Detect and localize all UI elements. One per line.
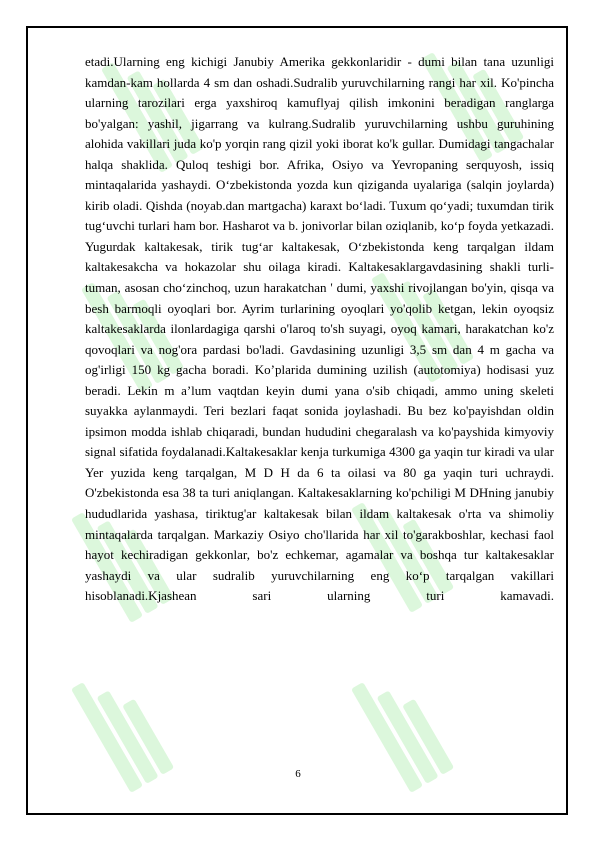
body-paragraph: etadi.Ularning eng kichigi Janubiy Amerika gekkonlaridir - dumi bilan tana uzunligi kamdan-kam hollarda 4 sm dan oshadi.Sudralib yuruvchilarning rangi har xil. Ko'pincha ularning tarozilari erga yaxshiroq kamuflyaj qilish imkonini beradigan ranglarga bo'yalgan: yashil, jigarrang va kulrang.Sudralib yuruvchilarning ushbu guruhining alohida vakillari juda ko'p yorqin rang qizil yoki iborat ko'k gullar. Dumidagi tangachalar halqa shaklida. Quloq teshigi bor. Afrika, Osiyo va Yevropaning serquyosh, issiq mintaqalarida yashaydi. O‘zbekistonda yozda kun qiziganda uyalariga (salqin joylarda) kirib oladi. Qishda (noyab.dan martgacha) karaxt bo‘ladi. Tuxum qo‘yadi; tuxumdan tirik tug‘uvchi turlari ham bor. Hasharot va b. jonivorlar bilan oziqlanib, ko‘p foyda yetkazadi. Yugurdak kaltakesak, tirik tug‘ar kaltakesak, O‘zbekistonda keng tarqalgan ildam kaltakesakcha va hokazolar shu oilaga kiradi. Kaltakesaklargavdasining shakli turli-tuman, asosan cho‘zinchoq, uzun harakatchan ' dumi, yaxshi rivojlangan bo'yin, qisqa va besh barmoqli oyoqlari bor. Ayrim turlarining oyoqlari yo'qolib ketgan, lekin oyoqsiz kaltakesaklarda ilonlardagiga qarshi o'laroq to'sh suyagi, oyoq kamari, harakatchan ko'z qovoqlari va nog'ora pardasi bo'ladi. Gavdasining uzunligi 3,5 sm dan 4 m gacha va og'irligi 150 kg gacha boradi. Ko’plarida dumining uzilish (autotomiya) hodisasi yuz beradi. Lekin m a’lum vaqtdan keyin dumi yana o'sib chiqadi, ammo uning skeleti suyakka aylanmaydi. Teri bezlari faqat sonida joylashadi. Bu bez ko'payishdan oldin ipsimon modda ishlab chiqaradi, bundan hududini chegaralash va ko'payshida kimyoviy signal sifatida foydalanadi.Kaltakesaklar kenja turkumiga 4300 ga yaqin tur kiradi va ular Yer yuzida keng tarqalgan, M D H da 6 ta oilasi va 80 ga yaqin turi uchraydi. O'zbekistonda esa 38 ta turi aniqlangan. Kaltakesaklarning ko'pchiligi M DHning janubiy hududlarida yashasa, tiriktug'ar kaltakesak bilan ildam kaltakesak o'rta va shimoliy mintaqalarda tarqalgan. Markaziy Osiyo cho'llarida har xil to'garakboshlar, kechasi faol hayot kechiradigan gekkonlar, bo'z echkemar, agamalar va boshqa tur kaltakesaklar yashaydi va ular sudralib yuruvchilarning eng ko‘p tarqalgan vakillari hisoblanadi.Kjashean sari ularning turi kamavadi. xyxy=(85,54,554,604)
body-text-block xyxy=(85,52,554,607)
page-number: 6 xyxy=(295,768,301,780)
